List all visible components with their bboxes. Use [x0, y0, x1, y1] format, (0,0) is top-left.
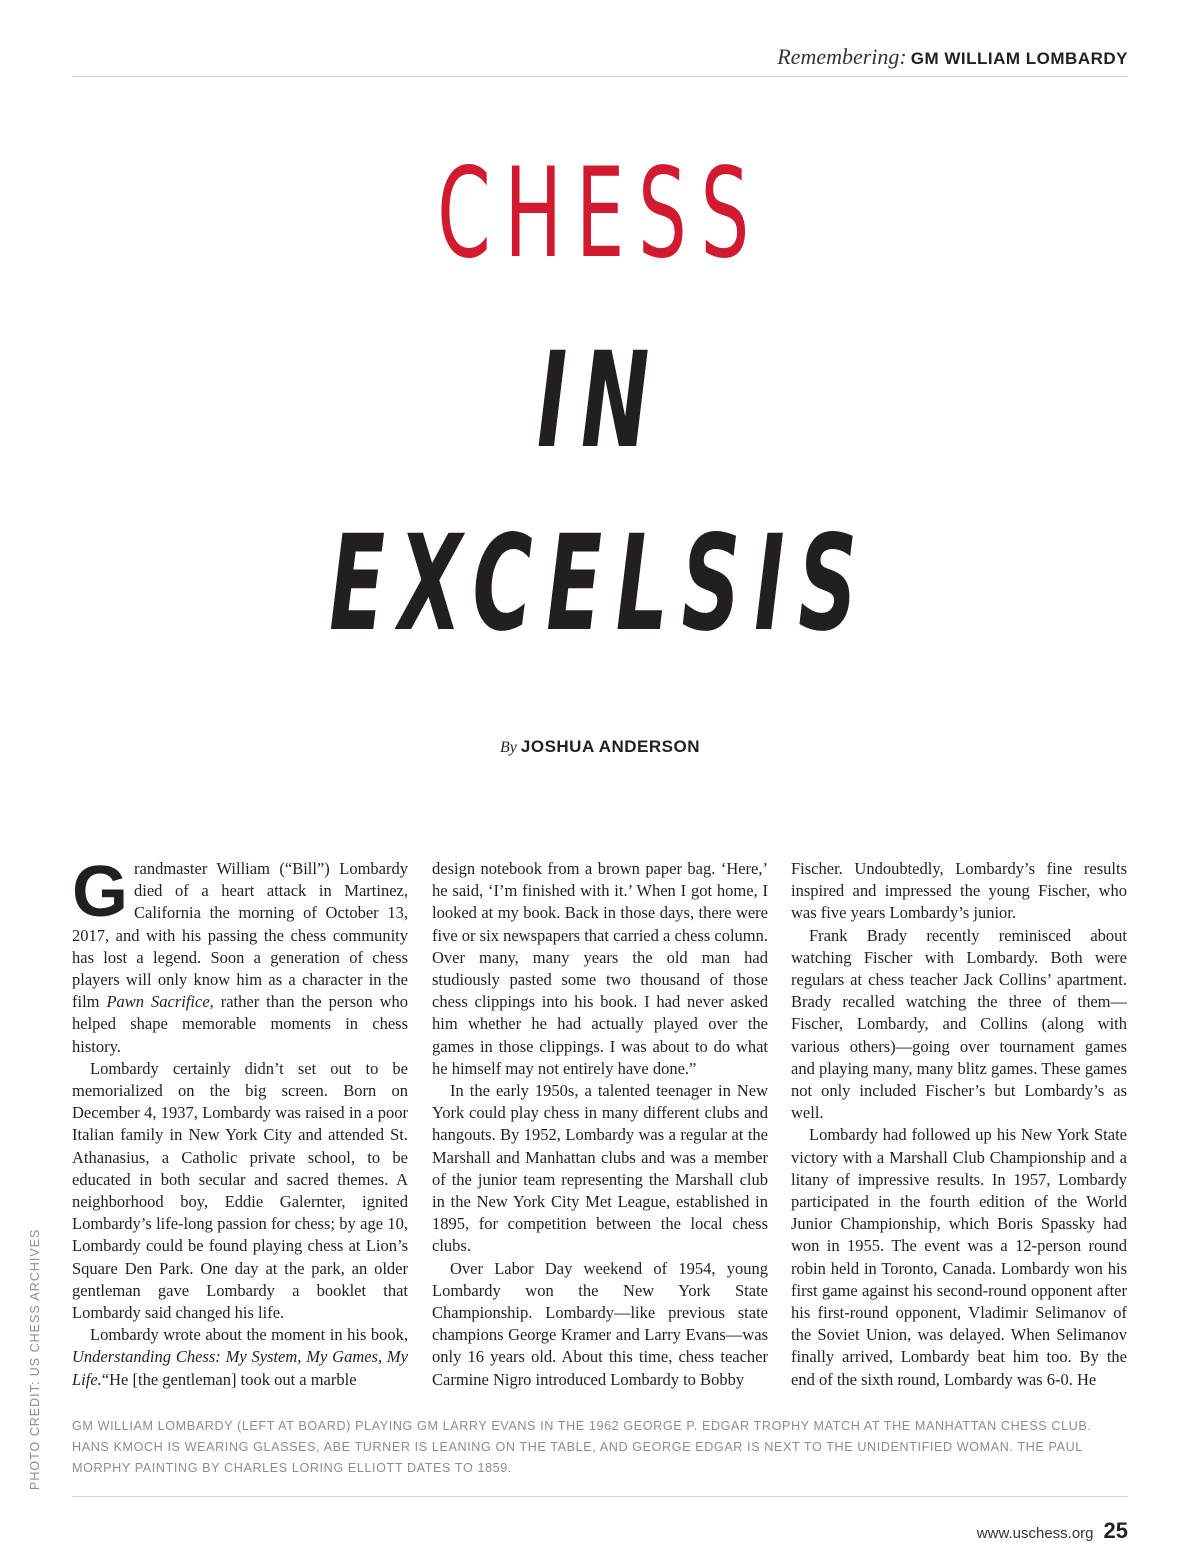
paragraph — [72, 1324, 408, 1391]
footer-url: www.uschess.org — [976, 1525, 1094, 1542]
paragraph: In the early 1950s, a talented teenager in New York could play chess in many different clubs and hangouts. By 1952, Lombardy was a regular at the Marshall and Manhattan clubs and was a member of the junior team representing the Marshall club in the New York City Met League, established in 1895, for competition between the local chess clubs. — [432, 1081, 768, 1256]
title-line-in: IN — [536, 324, 664, 478]
title-line-chess: CHESS — [437, 142, 763, 286]
header-kicker: Remembering: — [777, 44, 907, 69]
byline — [0, 737, 1200, 757]
paragraph-text: “He [the gentleman] took out a marble — [101, 1369, 357, 1389]
paragraph-text: Lombardy wrote about the moment in his book, — [90, 1325, 408, 1345]
running-header — [72, 44, 1128, 77]
drop-cap: G — [72, 858, 129, 932]
paragraph: design notebook from a brown paper bag. ‘Here,’ he said, ‘I’m finished with it.’ When I got home, I looked at my book. Back in those days, there were five or six newspapers that carried a chess column. Over many, many years the old man had studiously pasted some two thousand of those chess clippings into his book. I had never asked him whether he had actually played over the games in those clippings. I was about to do what he himself may not entirely have done.” — [432, 859, 768, 1078]
page-number: 25 — [1103, 1518, 1128, 1543]
photo-caption: GM WILLIAM LOMBARDY (LEFT AT BOARD) PLAYING GM LARRY EVANS IN THE 1962 GEORGE P. EDGAR TROPHY MATCH AT THE MANHATTAN CHESS CLUB. HANS KMOCH IS WEARING GLASSES, ABE TURNER IS LEANING ON THE TABLE, AND GEORGE EDGAR IS NEXT TO THE UNIDENTIFIED WOMAN. THE PAUL MORPHY PAINTING BY CHARLES LORING ELLIOTT DATES TO 1859. — [72, 1419, 1092, 1475]
film-title: Pawn Sacrifice — [106, 992, 210, 1012]
paragraph: Lombardy had followed up his New York State victory with a Marshall Club Championship and a litany of impressive results. In 1957, Lombardy participated in the fourth edition of the World Junior Championship, which Boris Spassky had won in 1955. The event was a 12-person round robin held in Toronto, Canada. Lombardy won his first game against his second-round opponent after his first-round opponent, Vladimir Selimanov of the Soviet Union, was delayed. When Selimanov finally arrived, Lombardy beat him too. By the end of the sixth round, Lombardy was 6-0. He — [791, 1125, 1127, 1389]
page-footer — [977, 1518, 1128, 1544]
book-title: Understanding Chess: My System, My Games, My Life. — [72, 1347, 408, 1389]
article-column-1 — [72, 858, 408, 1398]
paragraph-text: randmaster William (“Bill”) Lombardy died of a heart attack in Martinez, California the morning of October 13, 2017, and with his passing the chess community has lost a legend. Soon a generation of chess players will only know him as a character in the film — [72, 859, 408, 1012]
article-column-3 — [791, 858, 1127, 1398]
byline-by: By — [500, 739, 517, 756]
title-line-excelsis: EXCELSIS — [329, 507, 871, 661]
byline-author: JOSHUA ANDERSON — [520, 737, 700, 756]
paragraph: Frank Brady recently reminisced about watching Fischer with Lombardy. Both were regulars at chess teacher Jack Collins’ apartment. Brady recalled watching the three of them—Fischer, Lombardy, and Collins (along with various others)—going over tournament games and playing many, many blitz games. These games not only included Fischer’s but Lombardy’s as well. — [791, 925, 1127, 1123]
article-column-2 — [432, 858, 768, 1398]
header-subject: GM WILLIAM LOMBARDY — [910, 49, 1128, 68]
paragraph: Over Labor Day weekend of 1954, young Lombardy won the New York State Championship. Lombardy—like previous state champions George Kramer and Larry Evans—was only 16 years old. About this time, chess teacher Carmine Nigro introduced Lombardy to Bobby — [432, 1258, 768, 1389]
photo-credit: PHOTO CREDIT: US CHESS ARCHIVES — [28, 1228, 42, 1490]
footer-divider — [72, 1496, 1128, 1497]
paragraph-text: , rather than the person who helped shape memorable moments in chess history. — [72, 992, 408, 1056]
paragraph: Lombardy certainly didn’t set out to be memorialized on the big screen. Born on December 4, 1937, Lombardy was raised in a poor Italian family in New York City and attended St. Athanasius, a Catholic private school, to be educated in both secular and sacred themes. A neighborhood boy, Eddie Galernter, ignited Lombardy’s life-long passion for chess; by age 10, Lombardy could be found playing chess at Lion’s Square Den Park. One day at the park, an older gentleman gave Lombardy a booklet that Lombardy said changed his life. — [72, 1058, 408, 1323]
paragraph — [72, 858, 408, 1058]
paragraph: Fischer. Undoubtedly, Lombardy’s fine results inspired and impressed the young Fischer, who was five years Lombardy’s junior. — [791, 859, 1127, 923]
